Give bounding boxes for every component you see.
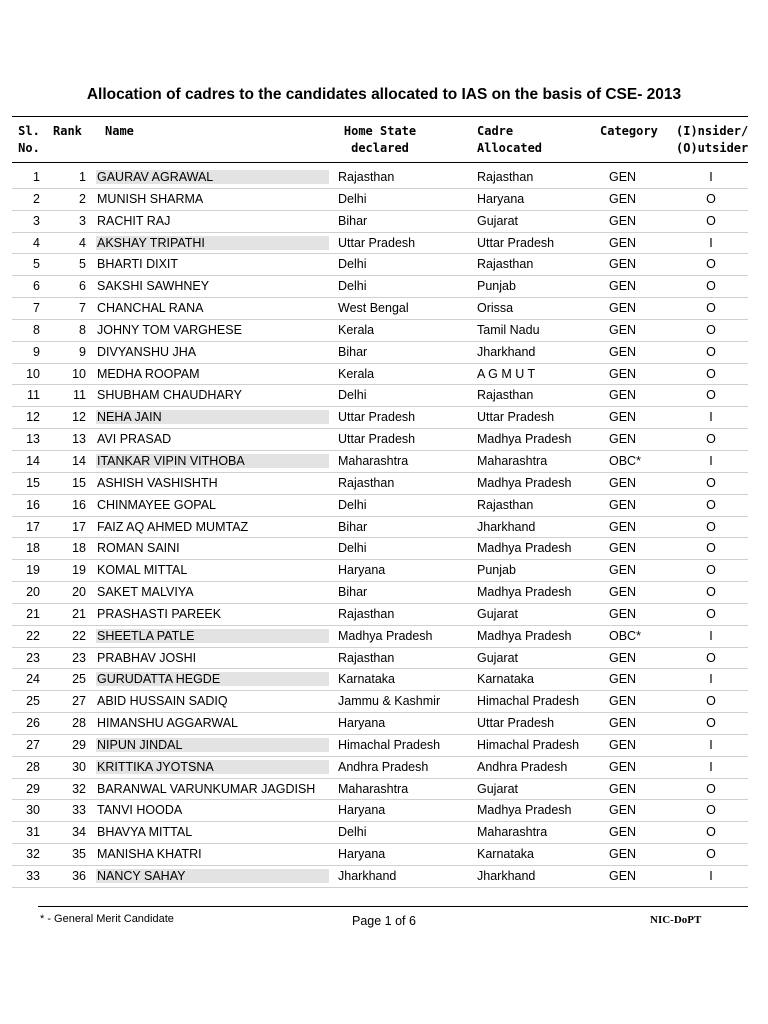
category-cell: GEN [609,563,637,578]
category-cell: GEN [609,497,637,512]
rank-cell: 4 [79,235,86,250]
insider-outsider-cell: I [709,170,713,184]
category-cell: GEN [609,519,637,534]
name-cell: NANCY SAHAY [96,869,329,883]
category-cell: GEN [609,694,637,709]
name-cell: ITANKAR VIPIN VITHOBA [96,454,329,468]
table-row [0,385,768,407]
name-cell: BHARTI DIXIT [97,257,179,272]
insider-outsider-cell: I [709,759,713,774]
category-cell: GEN [609,803,637,818]
serial-number: 7 [33,301,40,316]
insider-outsider-cell: O [706,257,716,272]
rank-cell: 10 [72,366,86,381]
cadre-cell: Haryana [477,191,525,206]
category-cell: GEN [609,301,637,316]
serial-number: 16 [26,497,40,512]
serial-number: 9 [33,344,40,359]
cadre-cell: Maharashtra [477,453,548,468]
serial-number: 3 [33,213,40,228]
insider-outsider-cell: O [706,541,716,556]
rank-cell: 32 [72,781,86,796]
cadre-cell: Karnataka [477,672,534,687]
header-io-line1: (I)nsider/ [676,124,749,138]
cadre-cell: Madhya Pradesh [477,475,572,490]
insider-outsider-cell: I [709,453,713,468]
category-cell: OBC* [609,628,641,643]
cadre-cell: Rajasthan [477,497,534,512]
serial-number: 10 [26,366,40,381]
rank-cell: 18 [72,541,86,556]
cadre-cell: Gujarat [477,650,518,665]
serial-number: 31 [26,825,40,840]
header-top-rule [12,116,748,117]
home-state-cell: Uttar Pradesh [338,432,416,447]
insider-outsider-cell: O [706,432,716,447]
cadre-cell: Orissa [477,301,514,316]
home-state-cell: Delhi [338,257,367,272]
category-cell: GEN [609,650,637,665]
table-row [0,233,768,255]
table-row [0,800,768,822]
rank-cell: 35 [72,847,86,862]
insider-outsider-cell: O [706,388,716,403]
insider-outsider-cell: I [709,410,713,425]
cadre-cell: Punjab [477,563,516,578]
category-cell: GEN [609,759,637,774]
serial-number: 13 [26,432,40,447]
cadre-cell: Gujarat [477,213,518,228]
rank-cell: 33 [72,803,86,818]
name-cell: BARANWAL VARUNKUMAR JAGDISH [97,781,316,796]
home-state-cell: Karnataka [338,672,395,687]
name-cell: CHINMAYEE GOPAL [97,497,217,512]
category-cell: GEN [609,585,637,600]
rank-cell: 27 [72,694,86,709]
table-row [0,844,768,866]
insider-outsider-cell: I [709,235,713,250]
serial-number: 24 [26,672,40,687]
home-state-cell: Bihar [338,585,368,600]
cadre-cell: Uttar Pradesh [477,410,555,425]
insider-outsider-cell: O [706,716,716,731]
home-state-cell: Rajasthan [338,650,395,665]
insider-outsider-cell: O [706,213,716,228]
serial-number: 23 [26,650,40,665]
insider-outsider-cell: O [706,322,716,337]
table-row [0,407,768,429]
table-row [0,757,768,779]
row-divider [12,887,748,888]
insider-outsider-cell: O [706,279,716,294]
cadre-cell: Jharkhand [477,869,536,883]
rank-cell: 5 [79,257,86,272]
serial-number: 28 [26,759,40,774]
serial-number: 6 [33,279,40,294]
name-cell: ASHISH VASHISHTH [97,475,218,490]
name-cell: BHAVYA MITTAL [97,825,193,840]
home-state-cell: Jharkhand [338,869,397,883]
rank-cell: 28 [72,716,86,731]
insider-outsider-cell: O [706,344,716,359]
rank-cell: 19 [72,563,86,578]
footer-rule [38,906,748,907]
name-cell: GURUDATTA HEGDE [96,672,329,686]
home-state-cell: Rajasthan [338,170,395,184]
rank-cell: 16 [72,497,86,512]
category-cell: GEN [609,716,637,731]
serial-number: 12 [26,410,40,425]
table-row [0,211,768,233]
serial-number: 2 [33,191,40,206]
insider-outsider-cell: O [706,585,716,600]
category-cell: GEN [609,672,637,687]
table-row [0,626,768,648]
insider-outsider-cell: O [706,301,716,316]
rank-cell: 17 [72,519,86,534]
rank-cell: 6 [79,279,86,294]
header-name: Name [105,124,134,138]
name-cell: DIVYANSHU JHA [97,344,197,359]
table-row [0,517,768,539]
table-row [0,189,768,211]
category-cell: GEN [609,869,637,883]
insider-outsider-cell: O [706,606,716,621]
name-cell: ABID HUSSAIN SADIQ [97,694,228,709]
rank-cell: 29 [72,737,86,752]
name-cell: KRITTIKA JYOTSNA [96,760,329,774]
home-state-cell: Bihar [338,344,368,359]
serial-number: 8 [33,322,40,337]
table-row [0,298,768,320]
serial-number: 17 [26,519,40,534]
category-cell: GEN [609,279,637,294]
category-cell: GEN [609,432,637,447]
cadre-cell: Madhya Pradesh [477,628,572,643]
home-state-cell: Delhi [338,279,367,294]
cadre-cell: Madhya Pradesh [477,585,572,600]
rank-cell: 3 [79,213,86,228]
table-row [0,582,768,604]
footer-org: NIC-DoPT [650,914,702,926]
serial-number: 14 [26,453,40,468]
name-cell: JOHNY TOM VARGHESE [97,322,242,337]
cadre-cell: Gujarat [477,606,518,621]
name-cell: AKSHAY TRIPATHI [96,236,329,250]
insider-outsider-cell: I [709,628,713,643]
home-state-cell: Delhi [338,191,367,206]
insider-outsider-cell: O [706,563,716,578]
home-state-cell: Delhi [338,388,367,403]
insider-outsider-cell: O [706,847,716,862]
table-row [0,779,768,801]
rank-cell: 14 [72,453,86,468]
serial-number: 1 [33,170,40,184]
category-cell: GEN [609,235,637,250]
cadre-cell: Himachal Pradesh [477,737,580,752]
home-state-cell: Himachal Pradesh [338,737,441,752]
header-cadre [477,123,542,157]
serial-number: 21 [26,606,40,621]
cadre-cell: Maharashtra [477,825,548,840]
home-state-cell: Delhi [338,541,367,556]
cadre-cell: Madhya Pradesh [477,541,572,556]
home-state-cell: Maharashtra [338,781,409,796]
cadre-cell: Madhya Pradesh [477,432,572,447]
table-row [0,822,768,844]
cadre-cell: Karnataka [477,847,534,862]
home-state-cell: Maharashtra [338,453,409,468]
name-cell: HIMANSHU AGGARWAL [97,716,238,731]
name-cell: GAURAV AGRAWAL [96,170,329,184]
header-sl-line1: Sl. [18,124,40,138]
home-state-cell: Andhra Pradesh [338,759,429,774]
home-state-cell: Madhya Pradesh [338,628,433,643]
rank-cell: 21 [72,606,86,621]
name-cell: MANISHA KHATRI [97,847,202,862]
insider-outsider-cell: O [706,650,716,665]
name-cell: PRASHASTI PAREEK [97,606,222,621]
table-row [0,866,768,888]
serial-number: 11 [27,388,40,403]
cadre-cell: Jharkhand [477,344,536,359]
cadre-cell: Punjab [477,279,516,294]
category-cell: GEN [609,213,637,228]
rank-cell: 13 [72,432,86,447]
name-cell: MUNISH SHARMA [97,191,204,206]
home-state-cell: Haryana [338,847,386,862]
rank-cell: 23 [72,650,86,665]
home-state-cell: Bihar [338,213,368,228]
home-state-cell: Rajasthan [338,606,395,621]
name-cell: RACHIT RAJ [97,213,171,228]
category-cell: GEN [609,541,637,556]
page-title: Allocation of cadres to the candidates allocated to IAS on the basis of CSE- 2013 [86,86,682,103]
rank-cell: 36 [72,869,86,883]
table-row [0,691,768,713]
home-state-cell: Haryana [338,716,386,731]
table-row [0,342,768,364]
rank-cell: 22 [72,628,86,643]
name-cell: SHEETLA PATLE [96,629,329,643]
home-state-cell: Uttar Pradesh [338,235,416,250]
table-row [0,604,768,626]
name-cell: AVI PRASAD [97,432,172,447]
cadre-cell: Madhya Pradesh [477,803,572,818]
home-state-cell: Haryana [338,563,386,578]
category-cell: GEN [609,366,637,381]
table-row [0,167,768,189]
cadre-cell: Rajasthan [477,388,534,403]
cadre-cell: Tamil Nadu [477,322,540,337]
header-home-state [330,123,430,157]
home-state-cell: Kerala [338,366,375,381]
table-row [0,538,768,560]
table-row [0,254,768,276]
category-cell: OBC* [609,453,641,468]
cadre-cell: Andhra Pradesh [477,759,568,774]
table-row [0,560,768,582]
name-cell: TANVI HOODA [97,803,183,818]
serial-number: 30 [26,803,40,818]
header-cadre-line1: Cadre [477,124,514,138]
cadre-cell: Jharkhand [477,519,536,534]
allocation-table [0,167,768,888]
table-row [0,473,768,495]
category-cell: GEN [609,191,637,206]
table-row [0,495,768,517]
category-cell: GEN [609,410,637,425]
serial-number: 25 [26,694,40,709]
insider-outsider-cell: O [706,475,716,490]
table-row [0,713,768,735]
serial-number: 5 [33,257,40,272]
insider-outsider-cell: O [706,497,716,512]
name-cell: SHUBHAM CHAUDHARY [97,388,242,403]
insider-outsider-cell: I [709,672,713,687]
category-cell: GEN [609,388,637,403]
serial-number: 29 [26,781,40,796]
header-sl [14,123,44,157]
rank-cell: 11 [73,388,86,403]
header-bottom-rule [12,162,748,163]
rank-cell: 12 [72,410,86,425]
header-sl-line2: No. [18,141,40,155]
table-row [0,451,768,473]
serial-number: 22 [26,628,40,643]
serial-number: 19 [26,563,40,578]
insider-outsider-cell: O [706,781,716,796]
category-cell: GEN [609,825,637,840]
home-state-cell: Rajasthan [338,475,395,490]
cadre-cell: Rajasthan [477,257,534,272]
serial-number: 20 [26,585,40,600]
insider-outsider-cell: O [706,803,716,818]
header-io-line2: (O)utsider [676,141,749,155]
name-cell: FAIZ AQ AHMED MUMTAZ [97,519,249,534]
insider-outsider-cell: O [706,825,716,840]
category-cell: GEN [609,847,637,862]
table-row [0,669,768,691]
cadre-cell: Uttar Pradesh [477,716,555,731]
table-row [0,364,768,386]
name-cell: CHANCHAL RANA [97,301,204,316]
home-state-cell: Haryana [338,803,386,818]
table-row [0,276,768,298]
header-cadre-line2: Allocated [477,141,543,155]
cadre-cell: A G M U T [477,366,536,381]
insider-outsider-cell: O [706,519,716,534]
category-cell: GEN [609,344,637,359]
insider-outsider-cell: O [706,366,716,381]
rank-cell: 20 [72,585,86,600]
home-state-cell: Kerala [338,322,375,337]
rank-cell: 30 [72,759,86,774]
rank-cell: 1 [79,170,86,184]
name-cell: KOMAL MITTAL [97,563,188,578]
category-cell: GEN [609,170,637,184]
category-cell: GEN [609,606,637,621]
category-cell: GEN [609,475,637,490]
serial-number: 33 [26,869,40,883]
table-row [0,735,768,757]
serial-number: 26 [26,716,40,731]
serial-number: 15 [26,475,40,490]
rank-cell: 25 [72,672,86,687]
name-cell: NIPUN JINDAL [96,738,329,752]
header-insider-outsider [676,123,748,157]
home-state-cell: West Bengal [338,301,409,316]
category-cell: GEN [609,257,637,272]
serial-number: 4 [33,235,40,250]
serial-number: 18 [26,541,40,556]
header-home-line2: declared [351,141,409,155]
table-row [0,429,768,451]
name-cell: SAKET MALVIYA [97,585,194,600]
header-home-line1: Home State [343,124,417,138]
header-rank: Rank [53,124,82,138]
footer-note: * - General Merit Candidate [40,913,174,925]
cadre-cell: Uttar Pradesh [477,235,555,250]
header-category: Category [600,124,658,138]
table-row [0,648,768,670]
category-cell: GEN [609,737,637,752]
cadre-cell: Gujarat [477,781,518,796]
table-row [0,320,768,342]
insider-outsider-cell: I [709,737,713,752]
home-state-cell: Delhi [338,497,367,512]
serial-number: 32 [26,847,40,862]
category-cell: GEN [609,322,637,337]
name-cell: NEHA JAIN [96,410,329,424]
cadre-cell: Rajasthan [477,170,534,184]
name-cell: ROMAN SAINI [97,541,180,556]
insider-outsider-cell: I [709,869,713,883]
home-state-cell: Bihar [338,519,368,534]
rank-cell: 2 [79,191,86,206]
category-cell: GEN [609,781,637,796]
page-number: Page 1 of 6 [352,914,416,928]
name-cell: MEDHA ROOPAM [97,366,200,381]
rank-cell: 9 [79,344,86,359]
name-cell: PRABHAV JOSHI [97,650,197,665]
insider-outsider-cell: O [706,191,716,206]
rank-cell: 8 [79,322,86,337]
home-state-cell: Delhi [338,825,367,840]
home-state-cell: Jammu & Kashmir [338,694,441,709]
cadre-cell: Himachal Pradesh [477,694,580,709]
rank-cell: 15 [72,475,86,490]
home-state-cell: Uttar Pradesh [338,410,416,425]
name-cell: SAKSHI SAWHNEY [97,279,210,294]
insider-outsider-cell: O [706,694,716,709]
rank-cell: 34 [72,825,86,840]
rank-cell: 7 [79,301,86,316]
serial-number: 27 [26,737,40,752]
